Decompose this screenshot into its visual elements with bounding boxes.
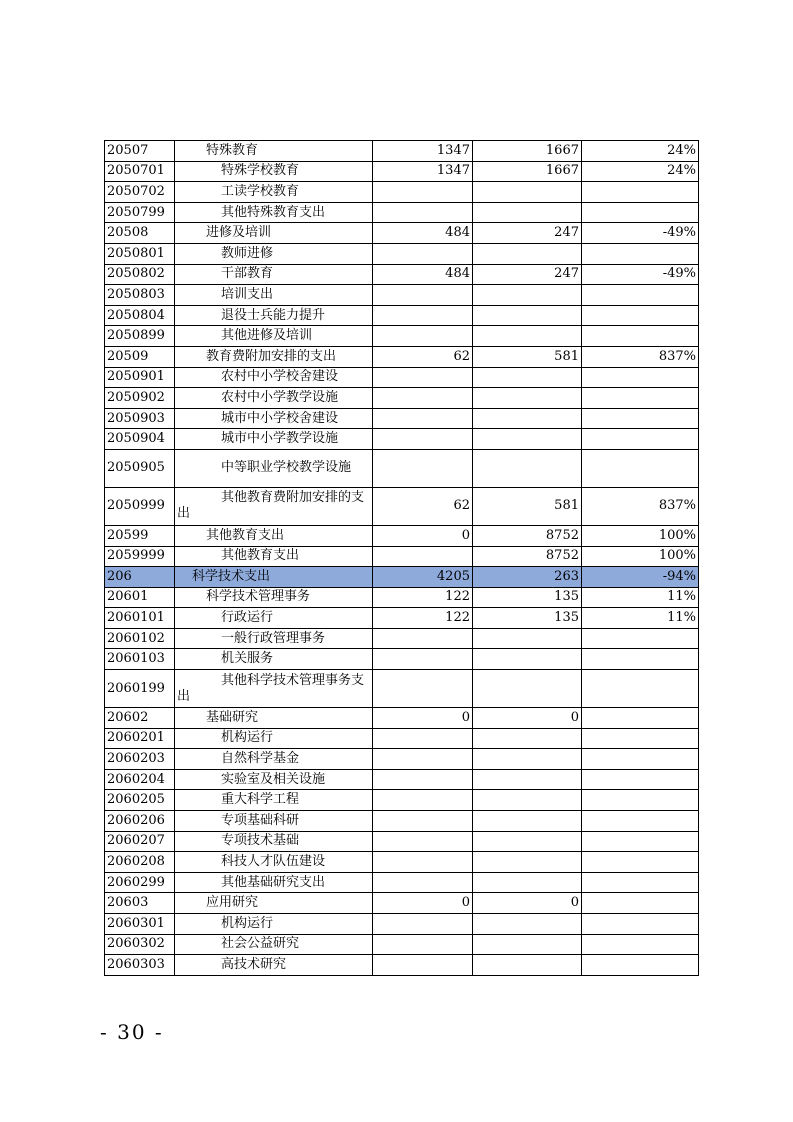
item-name-cell <box>175 408 373 429</box>
item-code-cell: 2050804 <box>105 305 175 326</box>
item-name-cell <box>175 546 373 567</box>
item-name-text: 教师进修 <box>221 245 274 261</box>
table-row <box>105 934 699 955</box>
value-1-cell <box>373 326 473 347</box>
value-1-cell: 62 <box>373 487 473 525</box>
item-name-cell <box>175 243 373 264</box>
change-rate-cell <box>582 914 699 935</box>
item-name-cell <box>175 790 373 811</box>
change-rate-cell <box>582 243 699 264</box>
item-code-cell: 2050999 <box>105 487 175 525</box>
item-name-text: 自然科学基金 <box>221 751 300 767</box>
item-name-text: 其他进修及培训 <box>221 328 313 344</box>
item-name-cell <box>175 487 373 525</box>
change-rate-cell <box>582 934 699 955</box>
change-rate-cell <box>582 893 699 914</box>
change-rate-cell <box>582 852 699 873</box>
change-rate-cell <box>582 305 699 326</box>
table-row <box>105 811 699 832</box>
value-1-cell: 484 <box>373 264 473 285</box>
change-rate-cell <box>582 708 699 729</box>
item-name-cell <box>175 429 373 450</box>
value-2-cell: 581 <box>473 487 582 525</box>
change-rate-cell <box>582 628 699 649</box>
table-row <box>105 429 699 450</box>
item-code-cell: 2050799 <box>105 202 175 223</box>
value-2-cell <box>473 285 582 306</box>
item-code-cell: 2050803 <box>105 285 175 306</box>
table-row <box>105 628 699 649</box>
item-name-text: 农村中小学校舍建设 <box>221 369 339 385</box>
value-2-cell: 1667 <box>473 161 582 182</box>
table-row <box>105 769 699 790</box>
value-1-cell <box>373 285 473 306</box>
table-row <box>105 326 699 347</box>
value-2-cell <box>473 243 582 264</box>
item-name-text: 特殊学校教育 <box>221 163 300 179</box>
value-1-cell <box>373 790 473 811</box>
item-name-cell <box>175 182 373 203</box>
item-code-cell: 2060102 <box>105 628 175 649</box>
value-2-cell <box>473 367 582 388</box>
item-name-text: 教育费附加安排的支出 <box>206 348 337 364</box>
value-2-cell: 135 <box>473 587 582 608</box>
item-name-cell <box>175 161 373 182</box>
value-2-cell <box>473 872 582 893</box>
change-rate-cell <box>582 728 699 749</box>
value-2-cell <box>473 955 582 976</box>
change-rate-cell: 100% <box>582 525 699 546</box>
table-row <box>105 487 699 525</box>
value-2-cell <box>473 408 582 429</box>
change-rate-cell: 837% <box>582 346 699 367</box>
table-row <box>105 893 699 914</box>
value-2-cell <box>473 628 582 649</box>
item-code-cell: 20603 <box>105 893 175 914</box>
item-name-text: 科学技术支出 <box>192 568 271 584</box>
item-name-text: 应用研究 <box>206 895 259 911</box>
value-1-cell <box>373 831 473 852</box>
item-name-cell <box>175 670 373 708</box>
table-row <box>105 202 699 223</box>
value-1-cell <box>373 872 473 893</box>
change-rate-cell <box>582 769 699 790</box>
item-code-cell: 2060103 <box>105 649 175 670</box>
item-name-cell <box>175 708 373 729</box>
table-row <box>105 223 699 244</box>
value-2-cell <box>473 326 582 347</box>
value-1-cell <box>373 852 473 873</box>
value-2-cell <box>473 914 582 935</box>
change-rate-cell <box>582 449 699 487</box>
change-rate-cell <box>582 790 699 811</box>
table-row <box>105 831 699 852</box>
value-1-cell <box>373 388 473 409</box>
item-name-text: 社会公益研究 <box>221 936 300 952</box>
item-code-cell: 2060206 <box>105 811 175 832</box>
page-number: - 30 - <box>100 1020 164 1044</box>
item-code-cell: 2060301 <box>105 914 175 935</box>
item-name-cell <box>175 872 373 893</box>
change-rate-cell: -49% <box>582 223 699 244</box>
item-name-cell <box>175 769 373 790</box>
value-2-cell <box>473 749 582 770</box>
value-2-cell: 247 <box>473 264 582 285</box>
change-rate-cell: 24% <box>582 161 699 182</box>
item-name-cell <box>175 141 373 162</box>
item-code-cell: 2050902 <box>105 388 175 409</box>
item-name-text: 机构运行 <box>221 915 274 931</box>
value-1-cell <box>373 728 473 749</box>
item-code-cell: 20509 <box>105 346 175 367</box>
item-code-cell: 2050701 <box>105 161 175 182</box>
item-code-cell: 2050801 <box>105 243 175 264</box>
item-name-text: 基础研究 <box>206 709 259 725</box>
value-1-cell: 0 <box>373 525 473 546</box>
change-rate-cell: 11% <box>582 587 699 608</box>
value-1-cell <box>373 429 473 450</box>
change-rate-cell: 24% <box>582 141 699 162</box>
value-1-cell: 0 <box>373 708 473 729</box>
value-1-cell <box>373 202 473 223</box>
table-row <box>105 852 699 873</box>
value-2-cell <box>473 182 582 203</box>
value-1-cell <box>373 182 473 203</box>
item-code-cell: 2050802 <box>105 264 175 285</box>
value-2-cell <box>473 811 582 832</box>
item-code-cell: 20602 <box>105 708 175 729</box>
change-rate-cell <box>582 367 699 388</box>
value-1-cell <box>373 243 473 264</box>
change-rate-cell <box>582 831 699 852</box>
item-code-cell: 2060204 <box>105 769 175 790</box>
item-name-cell <box>175 749 373 770</box>
value-1-cell <box>373 367 473 388</box>
item-name-cell <box>175 955 373 976</box>
value-1-cell <box>373 934 473 955</box>
item-name-cell <box>175 326 373 347</box>
item-name-text: 专项技术基础 <box>221 833 300 849</box>
item-code-cell: 2060101 <box>105 608 175 629</box>
table-row <box>105 525 699 546</box>
table-row <box>105 285 699 306</box>
item-name-text: 干部教育 <box>221 266 274 282</box>
item-code-cell: 2050901 <box>105 367 175 388</box>
value-2-cell <box>473 429 582 450</box>
value-2-cell: 8752 <box>473 525 582 546</box>
item-name-text: 其他基础研究支出 <box>221 874 326 890</box>
item-code-cell: 2050702 <box>105 182 175 203</box>
item-name-text: 其他科学技术管理事务支出 <box>177 672 365 704</box>
item-name-cell <box>175 567 373 588</box>
value-1-cell: 62 <box>373 346 473 367</box>
item-name-cell <box>175 388 373 409</box>
item-name-text: 退役士兵能力提升 <box>221 307 326 323</box>
value-2-cell: 0 <box>473 708 582 729</box>
table-row <box>105 264 699 285</box>
value-1-cell <box>373 408 473 429</box>
table-row <box>105 914 699 935</box>
item-code-cell: 20601 <box>105 587 175 608</box>
item-name-cell <box>175 305 373 326</box>
value-1-cell: 4205 <box>373 567 473 588</box>
item-code-cell: 2060201 <box>105 728 175 749</box>
table-row <box>105 161 699 182</box>
item-code-cell: 2060303 <box>105 955 175 976</box>
value-1-cell <box>373 749 473 770</box>
value-2-cell <box>473 649 582 670</box>
change-rate-cell <box>582 955 699 976</box>
item-name-cell <box>175 285 373 306</box>
table-row <box>105 790 699 811</box>
value-2-cell <box>473 831 582 852</box>
table-row <box>105 388 699 409</box>
change-rate-cell <box>582 326 699 347</box>
item-code-cell: 206 <box>105 567 175 588</box>
item-name-cell <box>175 525 373 546</box>
budget-table <box>104 140 699 976</box>
item-name-text: 其他教育支出 <box>221 548 300 564</box>
value-2-cell: 247 <box>473 223 582 244</box>
value-2-cell <box>473 852 582 873</box>
value-2-cell: 135 <box>473 608 582 629</box>
item-name-text: 城市中小学校舍建设 <box>221 410 339 426</box>
change-rate-cell <box>582 649 699 670</box>
value-1-cell: 484 <box>373 223 473 244</box>
item-name-text: 中等职业学校教学设施 <box>221 460 352 476</box>
value-1-cell <box>373 305 473 326</box>
table-row <box>105 182 699 203</box>
item-code-cell: 2050905 <box>105 449 175 487</box>
change-rate-cell <box>582 202 699 223</box>
change-rate-cell <box>582 285 699 306</box>
table-row <box>105 141 699 162</box>
change-rate-cell <box>582 749 699 770</box>
item-name-cell <box>175 628 373 649</box>
value-1-cell <box>373 628 473 649</box>
item-name-cell <box>175 649 373 670</box>
value-2-cell: 8752 <box>473 546 582 567</box>
table-row <box>105 749 699 770</box>
change-rate-cell: 11% <box>582 608 699 629</box>
item-code-cell: 20508 <box>105 223 175 244</box>
change-rate-cell <box>582 429 699 450</box>
change-rate-cell <box>582 670 699 708</box>
item-name-cell <box>175 223 373 244</box>
item-name-cell <box>175 934 373 955</box>
value-1-cell <box>373 955 473 976</box>
value-1-cell <box>373 811 473 832</box>
value-1-cell: 1347 <box>373 161 473 182</box>
item-code-cell: 20599 <box>105 525 175 546</box>
table-row <box>105 305 699 326</box>
value-1-cell: 122 <box>373 587 473 608</box>
item-name-text: 工读学校教育 <box>221 183 300 199</box>
item-name-cell <box>175 852 373 873</box>
table-row <box>105 243 699 264</box>
item-name-text: 农村中小学教学设施 <box>221 389 339 405</box>
value-2-cell <box>473 934 582 955</box>
table-row <box>105 367 699 388</box>
item-name-text: 科技人才队伍建设 <box>221 854 326 870</box>
value-2-cell <box>473 790 582 811</box>
item-name-text: 进修及培训 <box>206 225 272 241</box>
item-code-cell: 2060203 <box>105 749 175 770</box>
value-2-cell <box>473 305 582 326</box>
table-row <box>105 955 699 976</box>
item-name-cell <box>175 587 373 608</box>
item-code-cell: 2060208 <box>105 852 175 873</box>
item-code-cell: 2059999 <box>105 546 175 567</box>
value-2-cell <box>473 728 582 749</box>
value-1-cell: 122 <box>373 608 473 629</box>
value-1-cell <box>373 769 473 790</box>
change-rate-cell <box>582 408 699 429</box>
item-name-text: 其他特殊教育支出 <box>221 204 326 220</box>
item-code-cell: 2060199 <box>105 670 175 708</box>
item-name-cell <box>175 449 373 487</box>
item-name-cell <box>175 264 373 285</box>
table-row <box>105 546 699 567</box>
item-code-cell: 2060207 <box>105 831 175 852</box>
value-2-cell <box>473 388 582 409</box>
item-name-text: 实验室及相关设施 <box>221 771 326 787</box>
table-row <box>105 649 699 670</box>
item-name-cell <box>175 893 373 914</box>
table-row <box>105 670 699 708</box>
value-1-cell <box>373 670 473 708</box>
value-1-cell <box>373 449 473 487</box>
item-name-text: 一般行政管理事务 <box>221 630 326 646</box>
table-row <box>105 872 699 893</box>
item-name-cell <box>175 914 373 935</box>
item-name-text: 特殊教育 <box>206 142 259 158</box>
item-name-text: 专项基础科研 <box>221 812 300 828</box>
item-name-text: 培训支出 <box>221 286 274 302</box>
item-code-cell: 2060302 <box>105 934 175 955</box>
table-row <box>105 587 699 608</box>
table-row <box>105 449 699 487</box>
value-1-cell: 1347 <box>373 141 473 162</box>
value-1-cell <box>373 546 473 567</box>
value-2-cell <box>473 202 582 223</box>
item-name-cell <box>175 608 373 629</box>
item-code-cell: 2050903 <box>105 408 175 429</box>
change-rate-cell <box>582 811 699 832</box>
item-name-text: 机关服务 <box>221 651 274 667</box>
table-row <box>105 567 699 588</box>
change-rate-cell: -49% <box>582 264 699 285</box>
value-2-cell <box>473 670 582 708</box>
item-name-cell <box>175 367 373 388</box>
change-rate-cell: -94% <box>582 567 699 588</box>
item-name-text: 高技术研究 <box>221 956 287 972</box>
change-rate-cell <box>582 182 699 203</box>
value-1-cell: 0 <box>373 893 473 914</box>
value-1-cell <box>373 649 473 670</box>
item-name-text: 重大科学工程 <box>221 792 300 808</box>
value-2-cell: 0 <box>473 893 582 914</box>
item-name-text: 科学技术管理事务 <box>206 589 311 605</box>
item-name-cell <box>175 346 373 367</box>
table-row <box>105 346 699 367</box>
item-name-text: 其他教育费附加安排的支出 <box>177 490 365 522</box>
table-row <box>105 728 699 749</box>
item-code-cell: 2050899 <box>105 326 175 347</box>
value-2-cell: 263 <box>473 567 582 588</box>
item-name-cell <box>175 811 373 832</box>
value-2-cell <box>473 769 582 790</box>
change-rate-cell <box>582 872 699 893</box>
item-name-text: 城市中小学教学设施 <box>221 431 339 447</box>
item-code-cell: 2060205 <box>105 790 175 811</box>
change-rate-cell: 100% <box>582 546 699 567</box>
table-row <box>105 408 699 429</box>
item-code-cell: 2060299 <box>105 872 175 893</box>
item-name-text: 行政运行 <box>221 610 274 626</box>
value-1-cell <box>373 914 473 935</box>
item-name-text: 其他教育支出 <box>206 527 285 543</box>
item-name-cell <box>175 202 373 223</box>
item-name-cell <box>175 728 373 749</box>
value-2-cell <box>473 449 582 487</box>
item-code-cell: 2050904 <box>105 429 175 450</box>
value-2-cell: 581 <box>473 346 582 367</box>
item-code-cell: 20507 <box>105 141 175 162</box>
table-row <box>105 708 699 729</box>
budget-table-body <box>105 141 699 976</box>
value-2-cell: 1667 <box>473 141 582 162</box>
item-name-text: 机构运行 <box>221 730 274 746</box>
change-rate-cell: 837% <box>582 487 699 525</box>
item-name-cell <box>175 831 373 852</box>
table-row <box>105 608 699 629</box>
change-rate-cell <box>582 388 699 409</box>
